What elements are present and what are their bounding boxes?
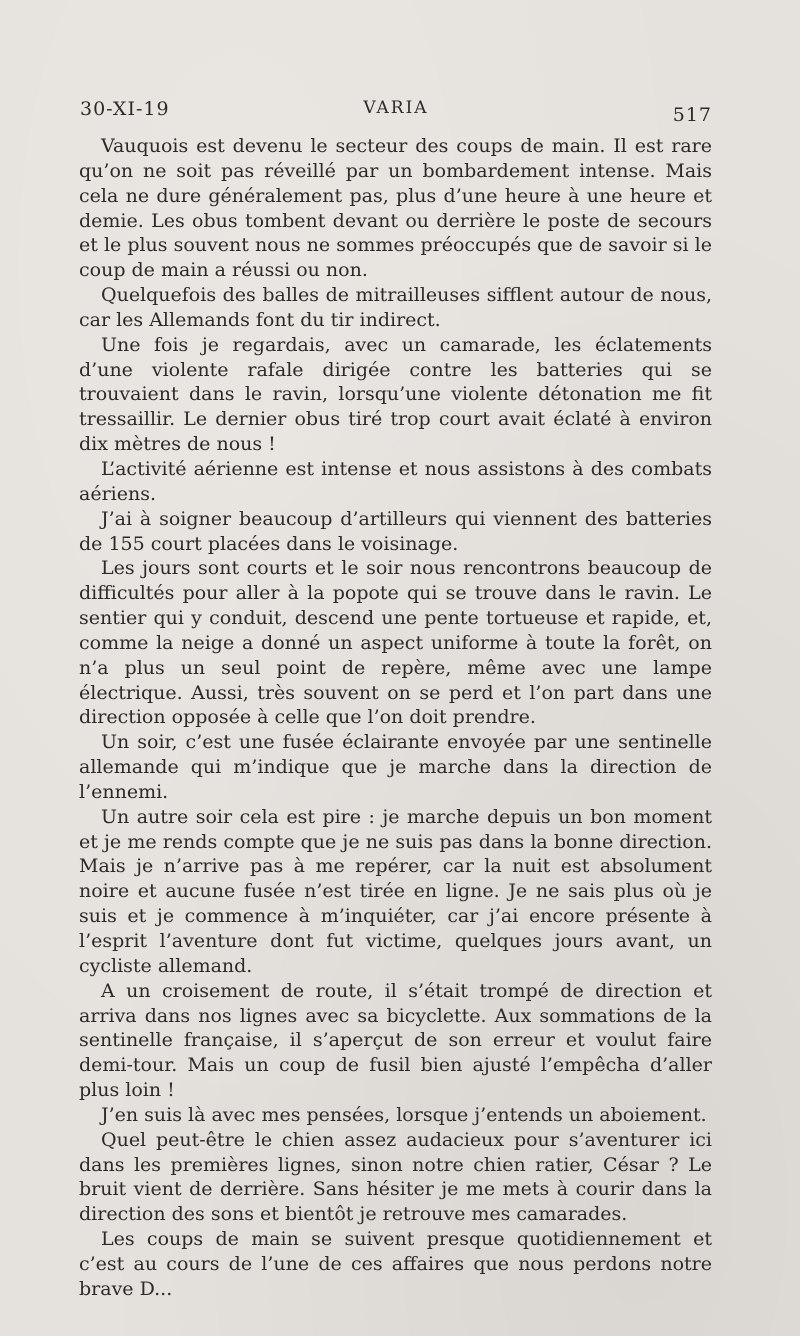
- running-header: [80, 98, 712, 128]
- paragraph: Les coups de main se suivent presque quotidiennement et c’est au cours de l’une de ces affaires que nous perdons notre brave D...: [79, 1228, 712, 1300]
- paragraph: Quel peut-être le chien assez audacieux pour s’aventurer ici dans les premières lignes, sinon notre chien ratier, César ? Le bruit vient de derrière. Sans hésiter je me mets à courir dans la direction des sons et bientôt je retrouve mes camarades.: [79, 1128, 712, 1226]
- paragraph: Quelquefois des balles de mitrailleuses sifflent autour de nous, car les Allemands font du tir indirect.: [79, 284, 712, 331]
- paragraph: A un croisement de route, il s’était trompé de direction et arriva dans nos lignes avec sa bicyclette. Aux sommations de la sentinelle française, il s’aperçut de son erreur et voulut faire demi-tour. Mais un coup de fusil bien ajusté l’empêcha d’aller plus loin !: [79, 979, 712, 1102]
- paragraph: Un autre soir cela est pire : je marche depuis un bon moment et je me rends compte que je ne suis pas dans la bonne direction. Mais je n’arrive pas à me repérer, car la nuit est absolument noire et aucune fusée n’est tirée en ligne. Je ne sais plus où je suis et je commence à m’inquiéter, car j’ai encore présente à l’esprit l’aventure dont fut victime, quelques jours avant, un cycliste allemand.: [79, 805, 712, 977]
- header-section-title: VARIA: [363, 98, 429, 118]
- paragraph: Une fois je regardais, avec un camarade, les éclatements d’une violente rafale dirigée contre les batteries qui se trouvaient dans le ravin, lorsqu’une violente détonation me fit tressaillir. Le dernier obus tiré trop court avait éclaté à environ dix mètres de nous !: [79, 333, 712, 456]
- paragraph: J’ai à soigner beaucoup d’artilleurs qui viennent des batteries de 155 court placées dans le voisinage.: [79, 507, 712, 555]
- paragraph: Un soir, c’est une fusée éclairante envoyée par une sentinelle allemande qui m’indique que je marche dans la direction de l’ennemi.: [79, 731, 712, 803]
- header-date: 30-XI-19: [80, 98, 170, 120]
- paragraph: J’en suis là avec mes pensées, lorsque j’entends un aboiement.: [101, 1103, 707, 1126]
- paragraph: Vauquois est devenu le secteur des coups de main. Il est rare qu’on ne soit pas réveillé par un bombardement intense. Mais cela ne dure généralement pas, plus d’une heure à une heure et demie. Les obus tombent devant ou derrière le poste de secours et le plus souvent nous ne sommes préoccupés que de savoir si le coup de main a réussi ou non.: [79, 135, 712, 282]
- paragraph: L’activité aérienne est intense et nous assistons à des combats aériens.: [79, 457, 712, 505]
- page-number: 517: [672, 104, 712, 126]
- paragraph: Les jours sont courts et le soir nous rencontrons beaucoup de difficultés pour aller à la popote qui se trouve dans le ravin. Le sentier qui y conduit, descend une pente tortueuse et rapide, et, comme la neige a donné un aspect uniforme à toute la forêt, on n’a plus un seul point de repère, même avec une lampe électrique. Aussi, très souvent on se perd et l’on part dans une direction opposée à celle que l’on doit prendre.: [79, 557, 712, 729]
- page-body: [79, 134, 712, 1302]
